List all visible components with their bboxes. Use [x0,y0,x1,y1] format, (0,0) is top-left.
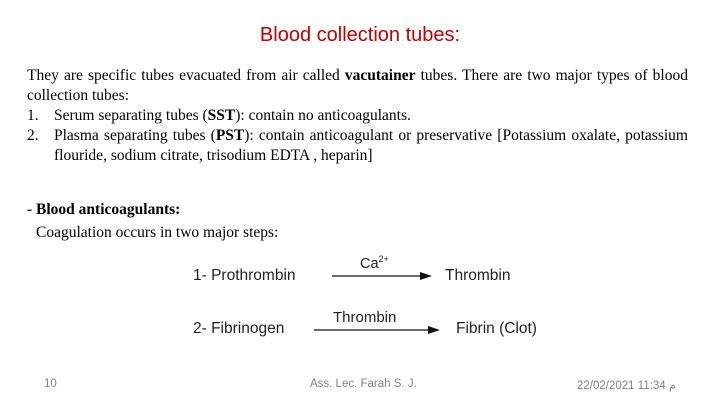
anticoagulants-subtext: Coagulation occurs in two major steps: [36,224,279,241]
list-item-pst [27,126,688,166]
list-number: 1. [27,107,39,124]
reaction-1-arrow [330,270,434,282]
intro-paragraph [27,66,688,106]
intro-text-pre: They are specific tubes evacuated from air called [27,67,345,84]
intro-text-post: tubes. There are two major types of blood collection tubes: [27,67,688,104]
intro-text-bold: vacutainer [344,67,416,84]
reaction-2-reactant: 2- Fibrinogen [193,320,285,337]
footer-author: Ass. Lec. Farah S. J. [310,378,417,390]
reaction-2-catalyst: Thrombin [333,309,397,326]
reaction-1-product: Thrombin [445,267,511,284]
catalyst-superscript: 2+ [378,254,389,264]
catalyst-text: Ca [360,255,379,272]
body-text [27,66,688,166]
footer-page-number: 10 [44,378,57,390]
footer-date: م 11:34 22/02/2021 [577,380,677,392]
list-text-post: ): contain anticoagulant or preservative [Potassium oxalate, potassium flouride, sodium citrate, trisodium EDTA , heparin] [54,127,688,164]
reaction-1-reactant: 1- Prothrombin [193,267,296,284]
list-text-bold: SST [207,107,236,124]
anticoagulants-section [27,198,278,244]
list-number: 2. [27,127,39,144]
list-text-pre: Plasma separating tubes ( [54,127,216,144]
reaction-2-product: Fibrin (Clot) [456,320,537,337]
list-text-pre: Serum separating tubes ( [54,107,208,124]
list-text-post: ): contain no anticoagulants. [235,107,411,124]
reaction-2-arrow [312,324,442,336]
list-item-sst [27,106,688,126]
slide-title: Blood collection tubes: [259,24,461,46]
list-text-bold: PST [215,127,245,144]
anticoagulants-heading: - Blood anticoagulants: [27,201,181,218]
